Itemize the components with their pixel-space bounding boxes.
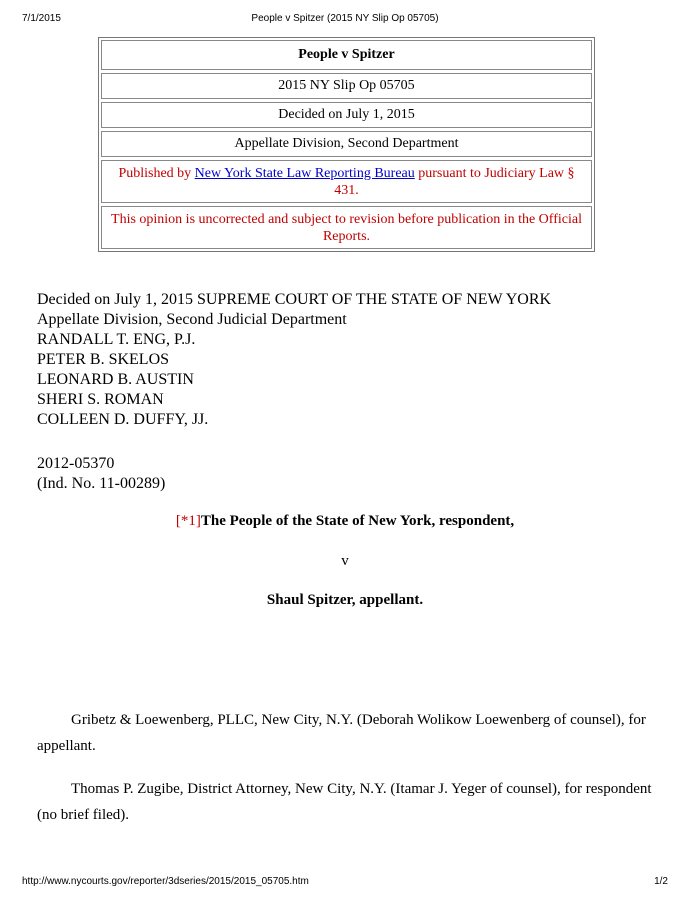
docket-block — [37, 454, 165, 494]
published-prefix: Published by — [118, 165, 195, 181]
plaintiff-line — [0, 513, 690, 530]
court-line: PETER B. SKELOS — [37, 351, 170, 368]
versus: v — [341, 553, 349, 569]
slip-op-citation: 2015 NY Slip Op 05705 — [101, 73, 592, 99]
court-name: Appellate Division, Second Department — [101, 131, 592, 157]
court-line: Decided on July 1, 2015 SUPREME COURT OF THE STATE OF NEW YORK — [37, 291, 552, 308]
published-notice — [101, 160, 592, 203]
plaintiff: The People of the State of New York, respondent, — [200, 513, 515, 529]
counsel-appellant: Gribetz & Loewenberg, PLLC, New City, N.Y. (Deborah Wolikow Loewenberg of counsel), for appellant. — [37, 712, 646, 754]
decision-date: Decided on July 1, 2015 — [101, 102, 592, 128]
published-suffix: pursuant to Judiciary Law § 431. — [334, 165, 575, 198]
law-reporting-bureau-link[interactable]: New York State Law Reporting Bureau — [194, 165, 415, 181]
footer-page: 1/2 — [654, 876, 668, 887]
court-line: RANDALL T. ENG, P.J. — [37, 331, 196, 348]
indictment-number: (Ind. No. 11-00289) — [37, 475, 166, 492]
page-star: [*1] — [175, 513, 201, 529]
print-title: People v Spitzer (2015 NY Slip Op 05705) — [251, 13, 439, 24]
court-line: SHERI S. ROMAN — [37, 391, 164, 408]
uncorrected-notice: This opinion is uncorrected and subject to revision before publication in the Official Reports. — [101, 206, 592, 249]
counsel-respondent: Thomas P. Zugibe, District Attorney, New City, N.Y. (Itamar J. Yeger of counsel), for respondent (no brief filed). — [37, 781, 652, 823]
caption-table — [98, 37, 595, 252]
court-line: LEONARD B. AUSTIN — [37, 371, 194, 388]
footer-url: http://www.nycourts.gov/reporter/3dseries/2015/2015_05705.htm — [22, 876, 309, 887]
court-line: Appellate Division, Second Judicial Department — [37, 311, 347, 328]
defendant: Shaul Spitzer, appellant. — [266, 592, 424, 608]
print-date: 7/1/2015 — [22, 13, 61, 24]
court-line: COLLEEN D. DUFFY, JJ. — [37, 411, 209, 428]
docket-number: 2012-05370 — [37, 455, 115, 472]
court-header-block — [37, 290, 551, 430]
case-name: People v Spitzer — [101, 40, 592, 70]
